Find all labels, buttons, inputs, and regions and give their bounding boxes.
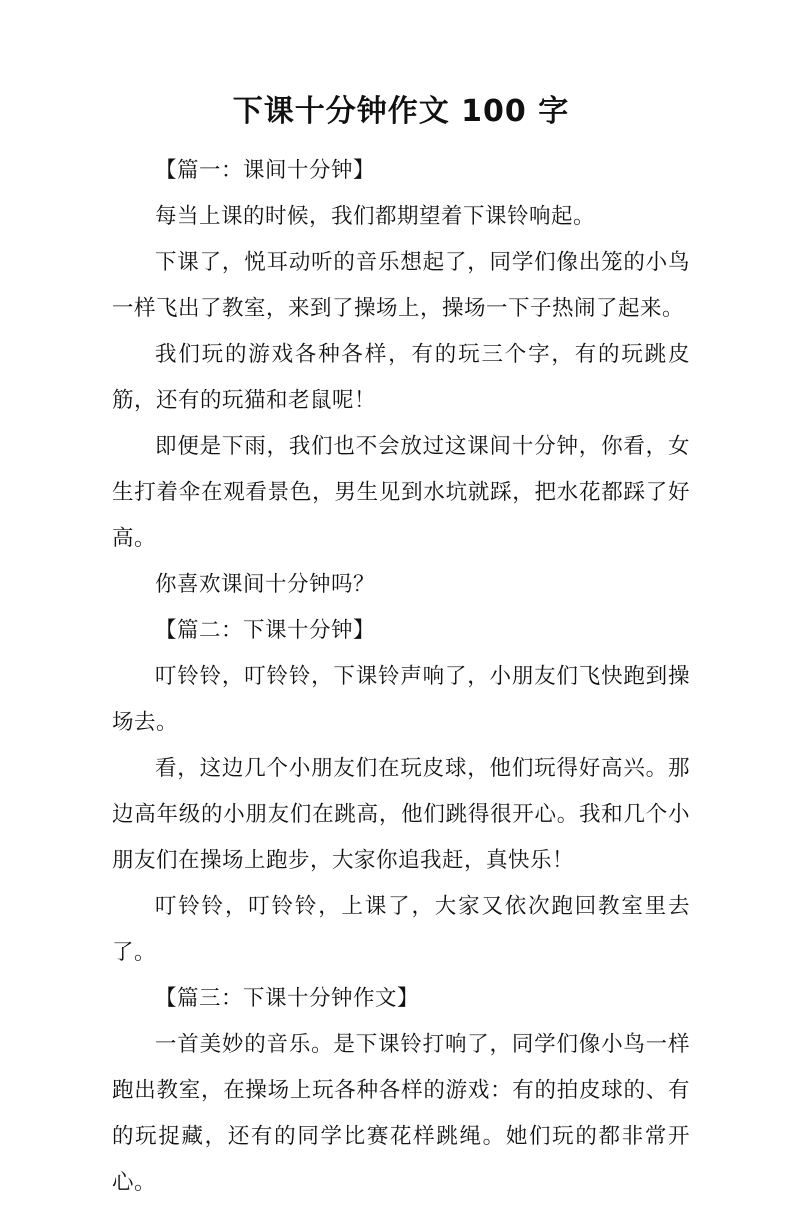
document-title: 下课十分钟作文 100 字 [232,94,570,129]
paragraph: 我们玩的游戏各种各样，有的玩三个字，有的玩跳皮筋，还有的玩猫和老鼠呢！ [112,342,690,413]
section-heading: 【篇三：下课十分钟作文】 [155,986,420,1011]
paragraph: 下课了，悦耳动听的音乐想起了，同学们像出笼的小鸟一样飞出了教室，来到了操场上，操场一下子热闹了起来。 [112,250,690,321]
paragraph: 每当上课的时候，我们都期望着下课铃响起。 [155,204,596,229]
paragraph: 看，这边几个小朋友们在玩皮球，他们玩得好高兴。那边高年级的小朋友们在跳高，他们跳得很开心。我和几个小朋友们在操场上跑步，大家你追我赶，真快乐！ [112,756,690,873]
paragraph: 叮铃铃，叮铃铃，下课铃声响了，小朋友们飞快跑到操场去。 [112,664,690,735]
document-body [112,148,690,1206]
paragraph: 叮铃铃，叮铃铃，上课了，大家又依次跑回教室里去了。 [112,894,690,965]
section-heading: 【篇一：课间十分钟】 [155,158,376,183]
paragraph: 你喜欢课间十分钟吗？ [155,572,376,597]
paragraph: 即便是下雨，我们也不会放过这课间十分钟，你看，女生打着伞在观看景色，男生见到水坑就踩，把水花都踩了好高。 [112,434,690,551]
section-heading: 【篇二：下课十分钟】 [155,618,376,643]
paragraph: 一首美妙的音乐。是下课铃打响了，同学们像小鸟一样跑出教室，在操场上玩各种各样的游戏：有的拍皮球的、有的玩捉藏，还有的同学比赛花样跳绳。她们玩的都非常开心。 [112,1032,690,1195]
